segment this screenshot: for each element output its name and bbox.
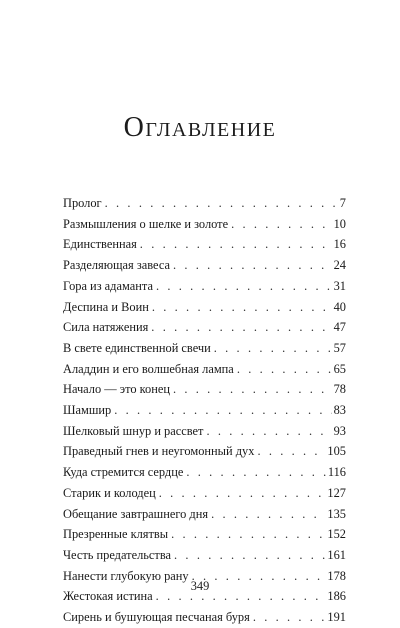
toc-entry-title: Шамшир	[63, 403, 112, 418]
toc-entry-title: Единственная	[63, 237, 137, 252]
toc-entry	[63, 421, 346, 442]
dot-leader	[105, 193, 338, 214]
toc-entry	[63, 234, 346, 255]
toc-entry	[63, 400, 346, 421]
toc-entry-page: 10	[333, 216, 346, 231]
toc-entry	[63, 297, 346, 318]
toc-entry-title: Честь предательства	[63, 547, 172, 562]
toc-entry-page: 31	[333, 278, 346, 293]
toc-entry-page: 83	[333, 403, 346, 418]
toc-entry	[63, 255, 346, 276]
toc-entry-title: Гора из адаманта	[63, 278, 153, 293]
toc-entry	[63, 276, 346, 297]
toc-entry-title: Сила натяжения	[63, 320, 149, 335]
toc-entry-title: В свете единственной свечи	[63, 340, 211, 355]
toc-entry-title: Аладдин и его волшебная лампа	[63, 361, 234, 376]
toc-entry-title: Праведный гнев и неугомонный дух	[63, 444, 255, 459]
toc-entry	[63, 214, 346, 235]
toc-entry-page: 16	[333, 237, 346, 252]
page-number: 349	[190, 579, 210, 593]
toc-entry-page: 65	[333, 361, 346, 376]
toc-entry-title: Шелковый шнур и рассвет	[63, 423, 204, 438]
toc-entry	[63, 317, 346, 338]
toc-entry-page: 161	[327, 547, 346, 562]
toc-entry-title: Сирень и бушующая песчаная буря	[63, 610, 250, 625]
dot-leader	[140, 234, 332, 255]
toc-entry-title: Пролог	[63, 196, 102, 210]
toc-entry-page: 127	[327, 485, 346, 500]
toc-entry	[63, 607, 346, 628]
dot-leader	[114, 400, 331, 421]
toc-entry-title: Нанести глубокую рану	[63, 568, 189, 583]
toc-entry	[63, 545, 346, 566]
toc-entry	[63, 379, 346, 400]
toc-entry	[63, 193, 346, 214]
toc-entry-title: Деспина и Воин	[63, 299, 149, 314]
toc-entry	[63, 483, 346, 504]
toc-entry-page: 178	[327, 568, 346, 583]
page-title: Оглавление	[123, 112, 277, 143]
dot-leader	[231, 214, 332, 235]
toc-entry-page: 57	[333, 340, 346, 355]
toc-entry-title: Размышления о шелке и золоте	[63, 216, 229, 231]
dot-leader	[186, 462, 325, 483]
toc-entry-page: 78	[333, 382, 346, 397]
toc-entry-page: 47	[333, 320, 346, 335]
toc-entry-page: 7	[339, 196, 346, 210]
toc-entry	[63, 462, 346, 483]
toc-entry-page: 24	[333, 258, 346, 273]
table-of-contents	[63, 193, 346, 628]
toc-entry-page: 135	[327, 506, 346, 521]
dot-leader	[211, 504, 325, 525]
dot-leader	[237, 359, 332, 380]
toc-entry-title: Обещание завтрашнего дня	[63, 506, 209, 521]
toc-entry-page: 116	[327, 465, 346, 480]
dot-leader	[253, 607, 326, 628]
dot-leader	[173, 379, 332, 400]
dot-leader	[156, 276, 332, 297]
toc-entry-page: 152	[327, 527, 346, 542]
toc-entry-page: 40	[333, 299, 346, 314]
toc-entry-title: Куда стремится сердце	[63, 465, 184, 480]
toc-entry	[63, 441, 346, 462]
toc-entry-page: 191	[327, 610, 346, 625]
dot-leader	[214, 338, 332, 359]
dot-leader	[152, 297, 332, 318]
toc-entry	[63, 504, 346, 525]
toc-entry-page: 93	[333, 423, 346, 438]
toc-entry	[63, 524, 346, 545]
toc-entry-title: Жестокая истина	[63, 589, 153, 604]
dot-leader	[257, 441, 325, 462]
dot-leader	[151, 317, 331, 338]
toc-entry-title: Старик и колодец	[63, 485, 156, 500]
toc-entry-page: 105	[327, 444, 346, 459]
toc-entry	[63, 359, 346, 380]
dot-leader	[173, 255, 332, 276]
toc-entry-title: Начало — это конец	[63, 382, 170, 397]
dot-leader	[174, 545, 325, 566]
dot-leader	[171, 524, 325, 545]
toc-entry-page: 186	[327, 589, 346, 604]
toc-entry-title: Разделяющая завеса	[63, 258, 170, 273]
dot-leader	[159, 483, 326, 504]
dot-leader	[206, 421, 331, 442]
toc-entry	[63, 338, 346, 359]
toc-entry-title: Презренные клятвы	[63, 527, 169, 542]
